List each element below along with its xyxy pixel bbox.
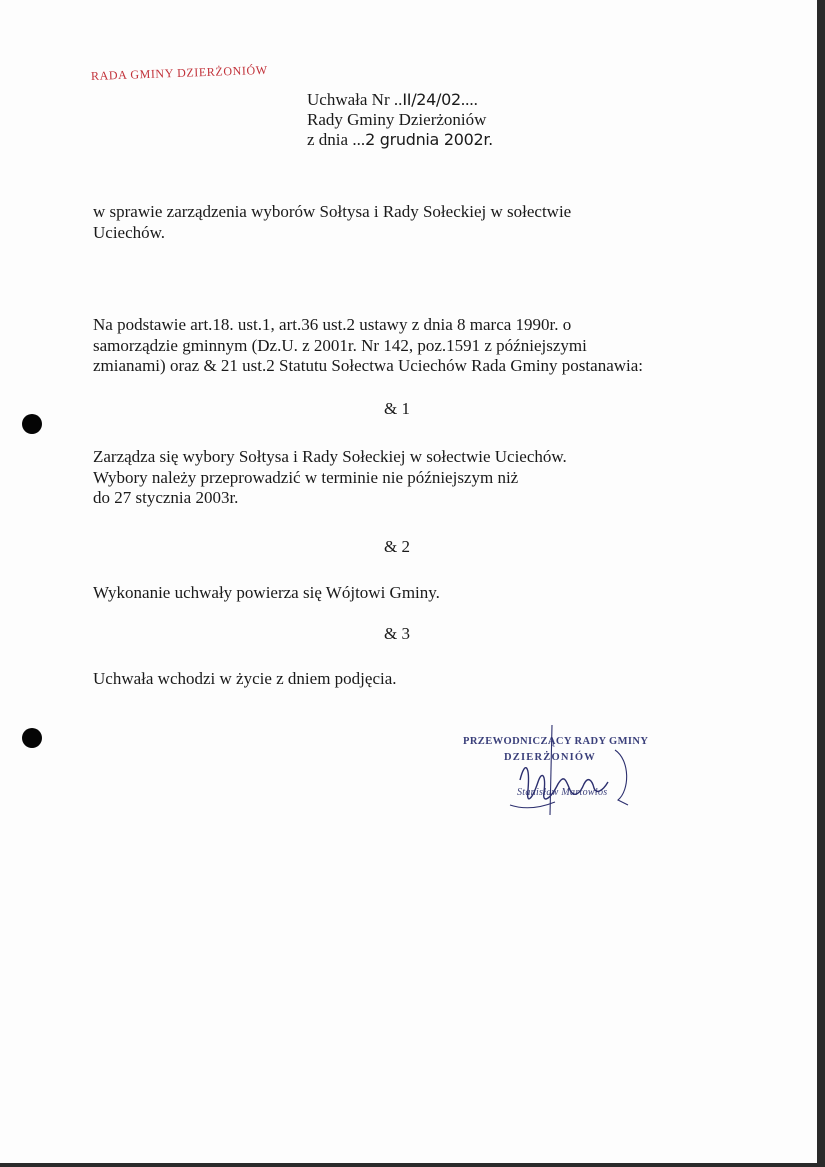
section-2-text: Wykonanie uchwały powierza się Wójtowi Gminy. (93, 583, 440, 602)
section-heading-1: & 1 (384, 399, 410, 418)
chairman-stamp-line2: DZIERŻONIÓW (504, 752, 596, 763)
preamble-paragraph: Na podstawie art.18. ust.1, art.36 ust.2 ustawy z dnia 8 marca 1990r. o samorządzie gminnym (Dz.U. z 2001r. Nr 142, poz.1591 z późniejszymi zmianami) oraz & 21 ust.2 Statutu Sołectwa Uciechów Rada Gminy postanawia: (93, 315, 644, 375)
scan-edge-bottom (0, 1163, 825, 1167)
section-3-text: Uchwała wchodzi w życie z dniem podjęcia. (93, 669, 397, 688)
resolution-header (307, 90, 493, 150)
scan-edge-right (817, 0, 825, 1167)
section-heading-3: & 3 (384, 624, 410, 643)
section-heading-2: & 2 (384, 537, 410, 556)
handwritten-number: II/24/02 (402, 90, 461, 109)
handwritten-date: 2 grudnia 2002r. (365, 130, 493, 149)
chairman-name: Stanisław Martowłos (517, 787, 608, 798)
resolution-council: Rady Gminy Dzierżoniów (307, 110, 487, 129)
council-stamp: RADA GMINY DZIERŻONIÓW (90, 62, 268, 83)
punch-hole (22, 414, 42, 434)
punch-hole (22, 728, 42, 748)
section-1-text: Zarządza się wybory Sołtysa i Rady Sołeckiej w sołectwie Uciechów. Wybory należy przeprowadzić w terminie nie późniejszym niż do 27 stycznia 2003r. (93, 447, 567, 507)
chairman-stamp-line1: PRZEWODNICZĄCY RADY GMINY (463, 736, 649, 747)
handwritten-signature (480, 720, 640, 830)
subject-paragraph: w sprawie zarządzenia wyborów Sołtysa i Rady Sołeckiej w sołectwie Uciechów. (93, 202, 572, 242)
resolution-date: z dnia ...2 grudnia 2002r. (307, 130, 493, 149)
resolution-number: Uchwała Nr ..II/24/02.... (307, 90, 478, 109)
